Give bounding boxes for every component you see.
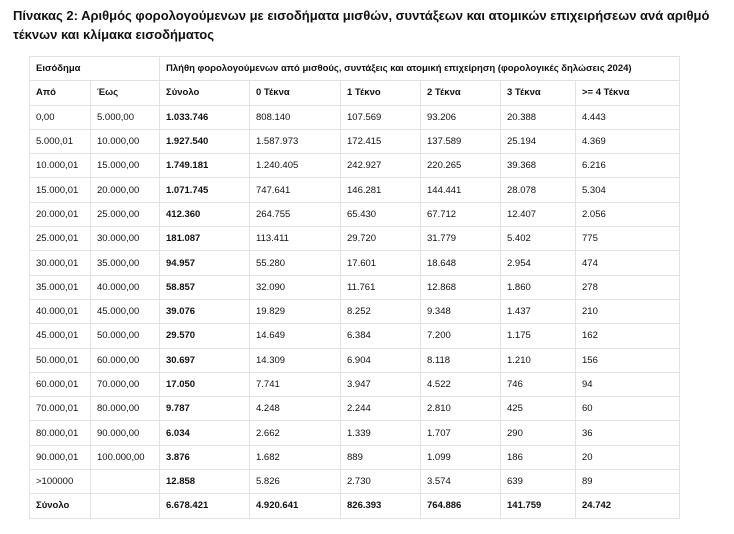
table-cell: 60.000,01 <box>30 372 91 396</box>
table-cell: 45.000,01 <box>30 324 91 348</box>
table-cell: 290 <box>501 421 576 445</box>
group-header-counts: Πλήθη φορολογούμενων από μισθούς, συντάξεις και ατομική επιχείρηση (φορολογικές δηλώσεις 2024) <box>160 57 680 81</box>
table-cell <box>91 470 160 494</box>
table-cell: 4.369 <box>576 129 680 153</box>
table-cell: 113.411 <box>250 227 341 251</box>
table-cell: 0,00 <box>30 105 91 129</box>
table-row <box>30 275 680 299</box>
total-cell: Σύνολο <box>30 494 91 518</box>
table-cell: 144.441 <box>421 178 501 202</box>
table-cell: 93.206 <box>421 105 501 129</box>
table-cell: 1.860 <box>501 275 576 299</box>
group-header-row <box>30 57 680 81</box>
table-cell: 4.443 <box>576 105 680 129</box>
table-cell: 3.947 <box>341 372 421 396</box>
table-cell: 30.697 <box>160 348 250 372</box>
table-cell: 162 <box>576 324 680 348</box>
total-cell: 141.759 <box>501 494 576 518</box>
column-header: 1 Τέκνο <box>341 81 421 105</box>
table-row <box>30 397 680 421</box>
table-cell: 1.033.746 <box>160 105 250 129</box>
table-cell: 94 <box>576 372 680 396</box>
table-cell: 25.000,01 <box>30 227 91 251</box>
table-cell: 186 <box>501 445 576 469</box>
table-row <box>30 299 680 323</box>
table-cell: 11.761 <box>341 275 421 299</box>
table-cell: 889 <box>341 445 421 469</box>
table-cell: 17.601 <box>341 251 421 275</box>
table-cell: 32.090 <box>250 275 341 299</box>
table-cell: 264.755 <box>250 202 341 226</box>
table-cell: 70.000,01 <box>30 397 91 421</box>
total-cell: 24.742 <box>576 494 680 518</box>
table-cell: 2.056 <box>576 202 680 226</box>
column-header: 0 Τέκνα <box>250 81 341 105</box>
table-cell: 65.430 <box>341 202 421 226</box>
table-cell: 29.720 <box>341 227 421 251</box>
tax-table <box>29 56 680 519</box>
table-cell: 1.071.745 <box>160 178 250 202</box>
table-cell: 10.000,00 <box>91 129 160 153</box>
table-cell: 1.587.973 <box>250 129 341 153</box>
table-cell: 181.087 <box>160 227 250 251</box>
table-cell: 36 <box>576 421 680 445</box>
table-cell: 1.749.181 <box>160 154 250 178</box>
table-cell: 40.000,01 <box>30 299 91 323</box>
column-header: 2 Τέκνα <box>421 81 501 105</box>
table-row <box>30 421 680 445</box>
table-cell: 15.000,00 <box>91 154 160 178</box>
table-cell: 1.339 <box>341 421 421 445</box>
table-cell: 89 <box>576 470 680 494</box>
table-cell: 19.829 <box>250 299 341 323</box>
table-row <box>30 178 680 202</box>
table-cell: 2.954 <box>501 251 576 275</box>
table-cell: 60.000,00 <box>91 348 160 372</box>
table-cell: 5.000,00 <box>91 105 160 129</box>
table-cell: 40.000,00 <box>91 275 160 299</box>
table-cell: 25.194 <box>501 129 576 153</box>
table-cell: 5.304 <box>576 178 680 202</box>
table-cell: 9.348 <box>421 299 501 323</box>
table-cell: 30.000,00 <box>91 227 160 251</box>
table-cell: 67.712 <box>421 202 501 226</box>
table-cell: 29.570 <box>160 324 250 348</box>
table-cell: 220.265 <box>421 154 501 178</box>
table-row <box>30 129 680 153</box>
table-row <box>30 324 680 348</box>
table-cell: 1.437 <box>501 299 576 323</box>
table-row <box>30 202 680 226</box>
table-cell: 1.240.405 <box>250 154 341 178</box>
table-cell: 70.000,00 <box>91 372 160 396</box>
table-cell: 94.957 <box>160 251 250 275</box>
table-cell: 6.384 <box>341 324 421 348</box>
table-cell: 2.730 <box>341 470 421 494</box>
table-row <box>30 154 680 178</box>
table-cell: 50.000,00 <box>91 324 160 348</box>
table-cell: 14.649 <box>250 324 341 348</box>
table-cell: 1.682 <box>250 445 341 469</box>
table-cell: 18.648 <box>421 251 501 275</box>
table-cell: 20 <box>576 445 680 469</box>
table-cell: 137.589 <box>421 129 501 153</box>
table-row <box>30 227 680 251</box>
total-cell <box>91 494 160 518</box>
table-cell: 639 <box>501 470 576 494</box>
table-cell: 17.050 <box>160 372 250 396</box>
table-row <box>30 105 680 129</box>
page-title: Πίνακας 2: Αριθμός φορολογούμενων με εισοδήματα μισθών, συντάξεων και ατομικών επιχειρήσεων ανά αριθμό τέκνων και κλίμακα εισοδήματος <box>13 8 710 42</box>
table-row <box>30 348 680 372</box>
table-cell: 808.140 <box>250 105 341 129</box>
column-header: Έως <box>91 81 160 105</box>
table-cell: 2.244 <box>341 397 421 421</box>
table-cell: 3.876 <box>160 445 250 469</box>
table-row <box>30 445 680 469</box>
table-cell: 1.099 <box>421 445 501 469</box>
group-header-income: Εισόδημα <box>30 57 160 81</box>
table-cell: 412.360 <box>160 202 250 226</box>
table-cell: 80.000,01 <box>30 421 91 445</box>
table-cell: 90.000,01 <box>30 445 91 469</box>
table-cell: 90.000,00 <box>91 421 160 445</box>
table-cell: 210 <box>576 299 680 323</box>
table-row <box>30 251 680 275</box>
table-cell: 5.826 <box>250 470 341 494</box>
table-cell: 6.904 <box>341 348 421 372</box>
table-cell: 7.741 <box>250 372 341 396</box>
table-cell: 39.368 <box>501 154 576 178</box>
table-cell: 35.000,01 <box>30 275 91 299</box>
table-cell: 6.216 <box>576 154 680 178</box>
table-cell: 6.034 <box>160 421 250 445</box>
table-cell: 45.000,00 <box>91 299 160 323</box>
table-cell: 7.200 <box>421 324 501 348</box>
table-cell: 474 <box>576 251 680 275</box>
table-cell: 25.000,00 <box>91 202 160 226</box>
table-cell: 60 <box>576 397 680 421</box>
table-cell: 172.415 <box>341 129 421 153</box>
table-cell: 39.076 <box>160 299 250 323</box>
column-header: >= 4 Τέκνα <box>576 81 680 105</box>
column-header-row <box>30 81 680 105</box>
table-cell: 12.407 <box>501 202 576 226</box>
total-cell: 4.920.641 <box>250 494 341 518</box>
table-cell: 12.868 <box>421 275 501 299</box>
table-cell: >100000 <box>30 470 91 494</box>
column-header: Από <box>30 81 91 105</box>
table-cell: 5.402 <box>501 227 576 251</box>
table-cell: 1.927.540 <box>160 129 250 153</box>
table-cell: 5.000,01 <box>30 129 91 153</box>
table-cell: 1.210 <box>501 348 576 372</box>
table-cell: 775 <box>576 227 680 251</box>
table-cell: 20.000,00 <box>91 178 160 202</box>
table-cell: 146.281 <box>341 178 421 202</box>
total-row <box>30 494 680 518</box>
table-row <box>30 470 680 494</box>
table-row <box>30 372 680 396</box>
table-cell: 28.078 <box>501 178 576 202</box>
table-cell: 100.000,00 <box>91 445 160 469</box>
table-cell: 278 <box>576 275 680 299</box>
table-cell: 8.118 <box>421 348 501 372</box>
total-cell: 6.678.421 <box>160 494 250 518</box>
table-cell: 1.175 <box>501 324 576 348</box>
table-cell: 1.707 <box>421 421 501 445</box>
column-header: 3 Τέκνα <box>501 81 576 105</box>
table-cell: 30.000,01 <box>30 251 91 275</box>
table-cell: 746 <box>501 372 576 396</box>
table-cell: 4.248 <box>250 397 341 421</box>
table-cell: 107.569 <box>341 105 421 129</box>
total-cell: 764.886 <box>421 494 501 518</box>
total-cell: 826.393 <box>341 494 421 518</box>
column-header: Σύνολο <box>160 81 250 105</box>
table-cell: 31.779 <box>421 227 501 251</box>
table-cell: 50.000,01 <box>30 348 91 372</box>
table-cell: 9.787 <box>160 397 250 421</box>
table-cell: 2.810 <box>421 397 501 421</box>
table-cell: 80.000,00 <box>91 397 160 421</box>
table-cell: 20.000,01 <box>30 202 91 226</box>
table-cell: 156 <box>576 348 680 372</box>
table-cell: 2.662 <box>250 421 341 445</box>
table-cell: 242.927 <box>341 154 421 178</box>
table-cell: 8.252 <box>341 299 421 323</box>
table-cell: 20.388 <box>501 105 576 129</box>
table-cell: 58.857 <box>160 275 250 299</box>
table-cell: 14.309 <box>250 348 341 372</box>
table-cell: 35.000,00 <box>91 251 160 275</box>
table-cell: 4.522 <box>421 372 501 396</box>
table-cell: 15.000,01 <box>30 178 91 202</box>
table-cell: 12.858 <box>160 470 250 494</box>
table-cell: 3.574 <box>421 470 501 494</box>
table-cell: 747.641 <box>250 178 341 202</box>
table-cell: 10.000,01 <box>30 154 91 178</box>
table-cell: 425 <box>501 397 576 421</box>
table-cell: 55.280 <box>250 251 341 275</box>
